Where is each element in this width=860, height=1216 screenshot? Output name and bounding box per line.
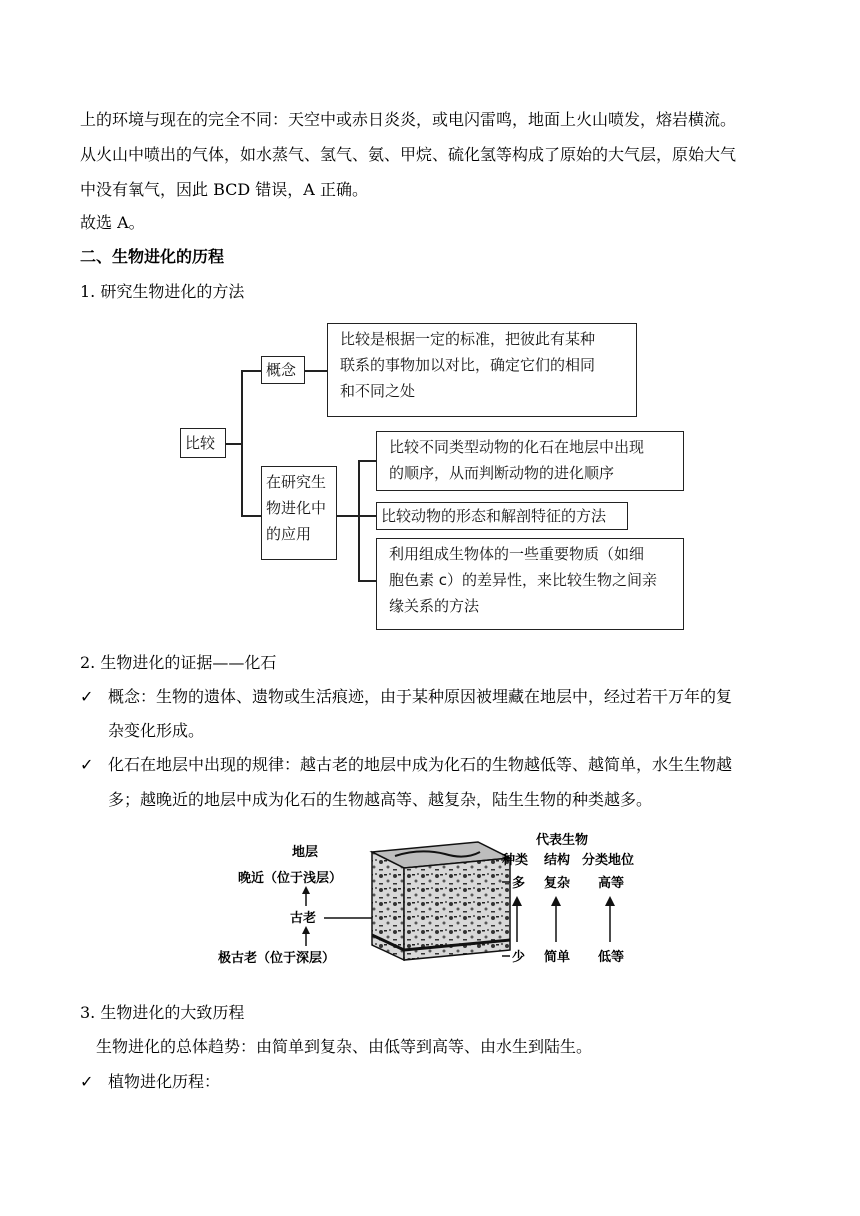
col-rank: 分类地位	[582, 853, 635, 868]
application-label-line: 在研究生	[266, 473, 327, 491]
check-icon: ✓	[80, 755, 94, 774]
concept-text-line: 比较是根据一定的标准，把彼此有某种	[340, 330, 596, 348]
subsection-heading: 2. 生物进化的证据——化石	[80, 653, 277, 672]
label-ancient: 极古老（位于深层）	[218, 951, 336, 966]
rock-block	[372, 842, 510, 960]
rank-top: 高等	[598, 876, 625, 891]
root-box	[180, 428, 226, 458]
col-structure: 结构	[544, 853, 571, 868]
paragraph-line: 从火山中喷出的气体，如水蒸气、氢气、氨、甲烷、硫化氢等构成了原始的大气层，原始大气	[80, 145, 737, 164]
check-icon: ✓	[80, 1072, 94, 1091]
paragraph-line: 中没有氧气，因此 BCD 错误，A 正确。	[80, 180, 368, 199]
label-strata: 地层	[292, 845, 319, 860]
root-label: 比较	[185, 434, 216, 452]
section-heading: 二、生物进化的历程	[80, 247, 225, 266]
concept-text-line: 联系的事物加以对比，确定它们的相同	[340, 356, 596, 374]
bullet-text: 概念：生物的遗体、遗物或生活痕迹，由于某种原因被埋藏在地层中，经过若干万年的复	[108, 687, 733, 706]
application-label-line: 物进化中	[266, 499, 327, 517]
concept-label: 概念	[266, 361, 297, 379]
concept-definition-box	[327, 323, 637, 417]
concept-label-box	[261, 356, 305, 384]
concept-text-line: 和不同之处	[340, 382, 416, 400]
label-representative: 代表生物	[536, 833, 589, 848]
rank-bottom: 低等	[598, 950, 625, 965]
bullet-text: 化石在地层中出现的规律：越古老的地层中成为化石的生物越低等、越简单，水生生物越	[108, 755, 733, 774]
structure-top: 复杂	[544, 876, 571, 891]
application-item-cytochrome	[376, 538, 684, 630]
subsection-heading: 3. 生物进化的大致历程	[80, 1003, 245, 1022]
trend-text: 生物进化的总体趋势：由简单到复杂、由低等到高等、由水生到陆生。	[96, 1037, 593, 1056]
application-item-morphology	[376, 502, 628, 530]
application-item-fossil-order	[376, 431, 684, 491]
kind-top: 多	[512, 876, 526, 891]
label-old: 古老	[290, 911, 317, 926]
app-item-text: 胞色素 c）的差异性，来比较生物之间亲	[389, 571, 658, 589]
label-recent: 晚近（位于浅层）	[238, 871, 343, 886]
app-item-text: 缘关系的方法	[389, 597, 480, 615]
bullet-text: 植物进化历程：	[108, 1072, 221, 1091]
paragraph-line: 上的环境与现在的完全不同：天空中或赤日炎炎，或电闪雷鸣，地面上火山喷发，熔岩横流。	[80, 110, 737, 129]
paragraph-line: 故选 A。	[80, 213, 145, 232]
application-label-line: 的应用	[266, 525, 312, 543]
bullet-text: 多；越晚近的地层中成为化石的生物越高等、越复杂，陆生生物的种类越多。	[108, 790, 653, 809]
application-label-box	[261, 466, 337, 560]
app-item-text: 比较不同类型动物的化石在地层中出现	[389, 438, 645, 456]
kind-bottom: 少	[512, 950, 526, 965]
bullet-text: 杂变化形成。	[108, 721, 205, 740]
app-item-text: 利用组成生物体的一些重要物质（如细	[389, 545, 645, 563]
app-item-text: 的顺序，从而判断动物的进化顺序	[389, 464, 615, 482]
structure-bottom: 简单	[544, 950, 571, 965]
check-icon: ✓	[80, 687, 94, 706]
strata-figure	[210, 830, 660, 980]
col-kind: 种类	[502, 853, 529, 868]
subsection-heading: 1. 研究生物进化的方法	[80, 282, 245, 301]
app-item-text: 比较动物的形态和解剖特征的方法	[381, 507, 607, 525]
